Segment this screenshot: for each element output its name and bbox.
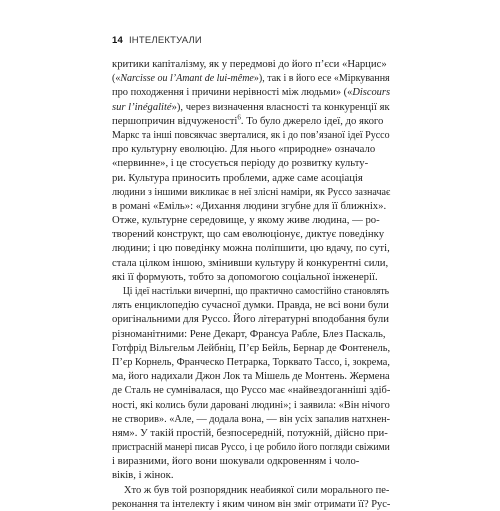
text-line (112, 497, 391, 511)
text-segment: про походження і причини нерівності між людьми» (« (112, 86, 353, 99)
text-line (112, 355, 390, 369)
text-segment: ма, його надихали Джон Лок та Мішель де Монтень. Жермена (112, 370, 390, 383)
text-line (112, 100, 390, 114)
text-segment: Маркс та інші повсякчас зверталися, як і до пов’язаної ідеї Руссо (112, 128, 390, 141)
text-line (112, 426, 390, 440)
text-segment: »), так і в його есе «Міркування (253, 72, 390, 85)
text-line (112, 114, 390, 128)
text-line (112, 185, 391, 199)
text-line (112, 57, 390, 71)
text-line (112, 156, 390, 170)
text-line (112, 483, 390, 497)
text-line (112, 241, 390, 255)
text-line (112, 128, 390, 142)
text-line (112, 85, 391, 99)
text-line (112, 440, 390, 454)
text-segment: першопричин відчуженості (112, 114, 238, 127)
text-segment: і виразними, його вони шокували одкровенням і чоло- (112, 455, 360, 468)
text-line (112, 312, 390, 326)
text-line (112, 71, 390, 85)
text-segment: ності, які колись були даровані людині»; і заявила: «Він нічого (112, 398, 390, 411)
text-segment: Готфрід Вільгельм Лейбніц, П’єр Бейль, Бернар де Фонтенель, (112, 341, 391, 354)
text-segment: пристрасній манері писав Руссо, і це робило його погляди свіжими (112, 441, 390, 454)
text-line (112, 142, 390, 156)
text-segment: людини з іншими викликає в неї злісні намiри, як Руссо зазначає (112, 185, 391, 198)
text-segment: . То було джерело ідеї, до якого (240, 114, 384, 127)
text-segment: Отже, культурне середовище, у якому живе людина, — ро- (112, 214, 380, 227)
text-line (112, 369, 390, 383)
text-segment: критики капіталізму, як у передмові до його п’єси «Нарцис» (112, 58, 387, 70)
text-segment: »), через визначення власності та конкуренції як (171, 100, 390, 113)
page-number: 14 (112, 35, 123, 46)
text-segment: віків, і жінок. (112, 469, 174, 482)
text-line (112, 270, 390, 284)
text-segment: ням». У такій простій, безпосередній, потужній, дійсно при- (112, 426, 388, 439)
text-segment: лять енциклопедію сучасної думки. Правда, не всі вони були (112, 299, 389, 312)
text-line (112, 227, 390, 241)
text-line (112, 327, 390, 341)
text-line (112, 454, 390, 468)
text-segment: де Сталь не сумнівалася, що Руссо має «найвездоганніші здіб- (112, 384, 391, 397)
running-title: ІНТЕЛЕКТУАЛИ (128, 35, 202, 46)
body-text (112, 57, 390, 511)
text-line (112, 383, 391, 397)
text-segment: реконання та інтелекту і яким чином він зміг отримати її? Рус- (112, 497, 391, 510)
text-segment: П’єр Корнель, Франческо Петрарка, Торквато Тассо, і, зокрема, (112, 355, 390, 368)
text-segment: творений конструкт, що сам еволюціонує, диктує поведінку (112, 228, 385, 241)
text-segment: в романі «Еміль»: «Дихання людини згубне для її ближніх». (112, 199, 387, 212)
italic-text: Narcisse ou l’Amant de lui-même (120, 72, 254, 85)
text-line (112, 412, 391, 426)
text-line (112, 213, 390, 227)
text-segment: (« (112, 72, 121, 85)
text-segment: «первинне», і це стосується періоду до розвитку культу- (112, 157, 369, 170)
text-line (112, 298, 390, 312)
text-segment: ри. Культура приносить проблеми, адже саме асоціація (112, 171, 363, 184)
text-line (112, 398, 390, 412)
text-segment: Хто ж був той розпорядник неабиякої сили морального пе- (123, 483, 390, 496)
text-segment: оригінальними для Руссо. Його літературні вподобання були (112, 313, 389, 326)
text-line (112, 171, 390, 185)
italic-text: Discours (352, 86, 391, 99)
text-line (112, 199, 390, 213)
text-segment: стала цілком іншою, змінивши культуру й конкурентні сили, (112, 256, 389, 269)
page-header (112, 35, 202, 46)
text-segment: які її формують, тобто за допомогою соціальної інженерії. (112, 270, 378, 283)
text-segment: людини; і цю поведінку можна поліпшити, цю вдачу, по суті, (112, 242, 390, 255)
text-segment: про культурну еволюцію. Для нього «природне» означало (112, 143, 376, 156)
text-segment: не створив». «Але, — додала вона, — він усіх запалив натхнен- (112, 412, 391, 425)
text-line (112, 341, 391, 355)
text-segment: різноманітними: Рене Декарт, Франсуа Рабле, Блез Паскаль, (112, 327, 386, 340)
italic-text: sur l’inégalité (112, 100, 172, 113)
text-segment: Ці ідеї настільки вичерпні, що практично самостійно становлять (122, 285, 390, 297)
text-line (112, 256, 390, 270)
footnote-ref: 6 (237, 113, 241, 122)
text-line (112, 284, 390, 298)
text-line (112, 468, 390, 482)
